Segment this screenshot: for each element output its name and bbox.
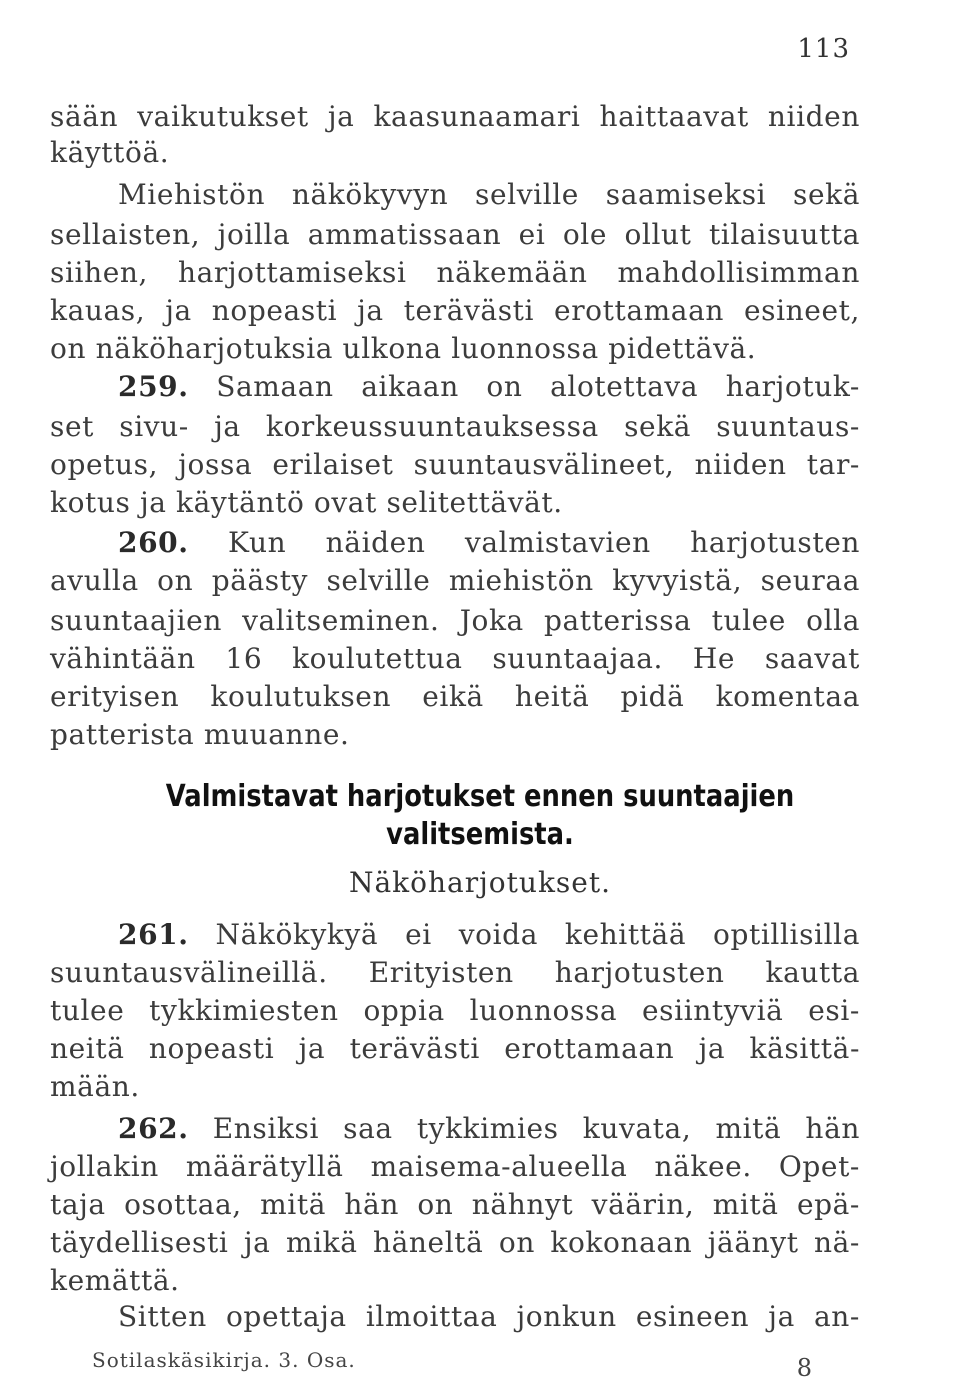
text-line: käyttöä.	[50, 136, 170, 169]
text-line	[118, 370, 860, 404]
text-line: jollakin määrätyllä maisema-alueella näkee. Opet-	[50, 1150, 860, 1183]
footer-signature: Sotilaskäsikirja. 3. Osa.	[92, 1348, 356, 1372]
text-line: tulee tykkimiesten oppia luonnossa esiintyviä esi-	[50, 994, 860, 1027]
text-line: sään vaikutukset ja kaasunaamari haittaavat niiden	[50, 100, 860, 133]
text-line: opetus, jossa erilaiset suuntausvälineet, niiden tar-	[50, 448, 860, 481]
text-line: kotus ja käytäntö ovat selitettävät.	[50, 486, 563, 519]
text-segment: Samaan aikaan on alotettava harjotuk-	[188, 370, 860, 403]
text-line: on näköharjotuksia ulkona luonnossa pidettävä.	[50, 332, 757, 365]
text-line: set sivu- ja korkeussuuntauksessa sekä suuntaus-	[50, 410, 860, 443]
text-line: täydellisesti ja mikä häneltä on kokonaan jäänyt nä-	[50, 1226, 860, 1259]
section-heading-continued: valitsemista.	[386, 817, 574, 852]
text-line: suuntausvälineillä. Erityisten harjotusten kautta	[50, 956, 860, 989]
text-line: kemättä.	[50, 1264, 180, 1297]
text-line: erityisen koulutuksen eikä heitä pidä komentaa	[50, 680, 860, 713]
text-segment: Kun näiden valmistavien harjotusten	[188, 526, 860, 559]
paragraph-number: 262.	[118, 1112, 189, 1145]
text-line: patterista muuanne.	[50, 718, 350, 751]
footer-sheet-number: 8	[796, 1354, 812, 1382]
section-subheading: Näköharjotukset.	[348, 866, 611, 899]
page-number: 113	[797, 34, 850, 64]
text-line: taja osottaa, mitä hän on nähnyt väärin, mitä epä-	[50, 1188, 860, 1221]
text-line	[118, 526, 860, 560]
text-line: Sitten opettaja ilmoittaa jonkun esineen ja an-	[118, 1300, 860, 1333]
paragraph-number: 259.	[118, 370, 189, 403]
text-line: neitä nopeasti ja terävästi erottamaan ja käsittä-	[50, 1032, 860, 1065]
paragraph-number: 261.	[118, 918, 189, 951]
text-line: vähintään 16 koulutettua suuntaajaa. He saavat	[50, 642, 860, 675]
text-line: suuntaajien valitseminen. Joka patterissa tulee olla	[50, 604, 860, 637]
text-line: kauas, ja nopeasti ja terävästi erottamaan esineet,	[50, 294, 860, 327]
text-line: Miehistön näkökyvyn selville saamiseksi sekä	[118, 178, 860, 211]
text-line: mään.	[50, 1070, 140, 1103]
text-line: sellaisten, joilla ammatissaan ei ole ollut tilaisuutta	[50, 218, 860, 251]
text-line	[118, 918, 860, 952]
text-segment: Ensiksi saa tykkimies kuvata, mitä hän	[188, 1112, 860, 1145]
text-line: siihen, harjottamiseksi näkemään mahdollisimman	[50, 256, 860, 289]
text-segment: Näkökykyä ei voida kehittää optillisilla	[188, 918, 860, 951]
paragraph-number: 260.	[118, 526, 189, 559]
text-line: avulla on päästy selville miehistön kyvyistä, seuraa	[50, 564, 860, 597]
section-heading: Valmistavat harjotukset ennen suuntaajien	[165, 779, 795, 814]
text-line	[118, 1112, 860, 1146]
